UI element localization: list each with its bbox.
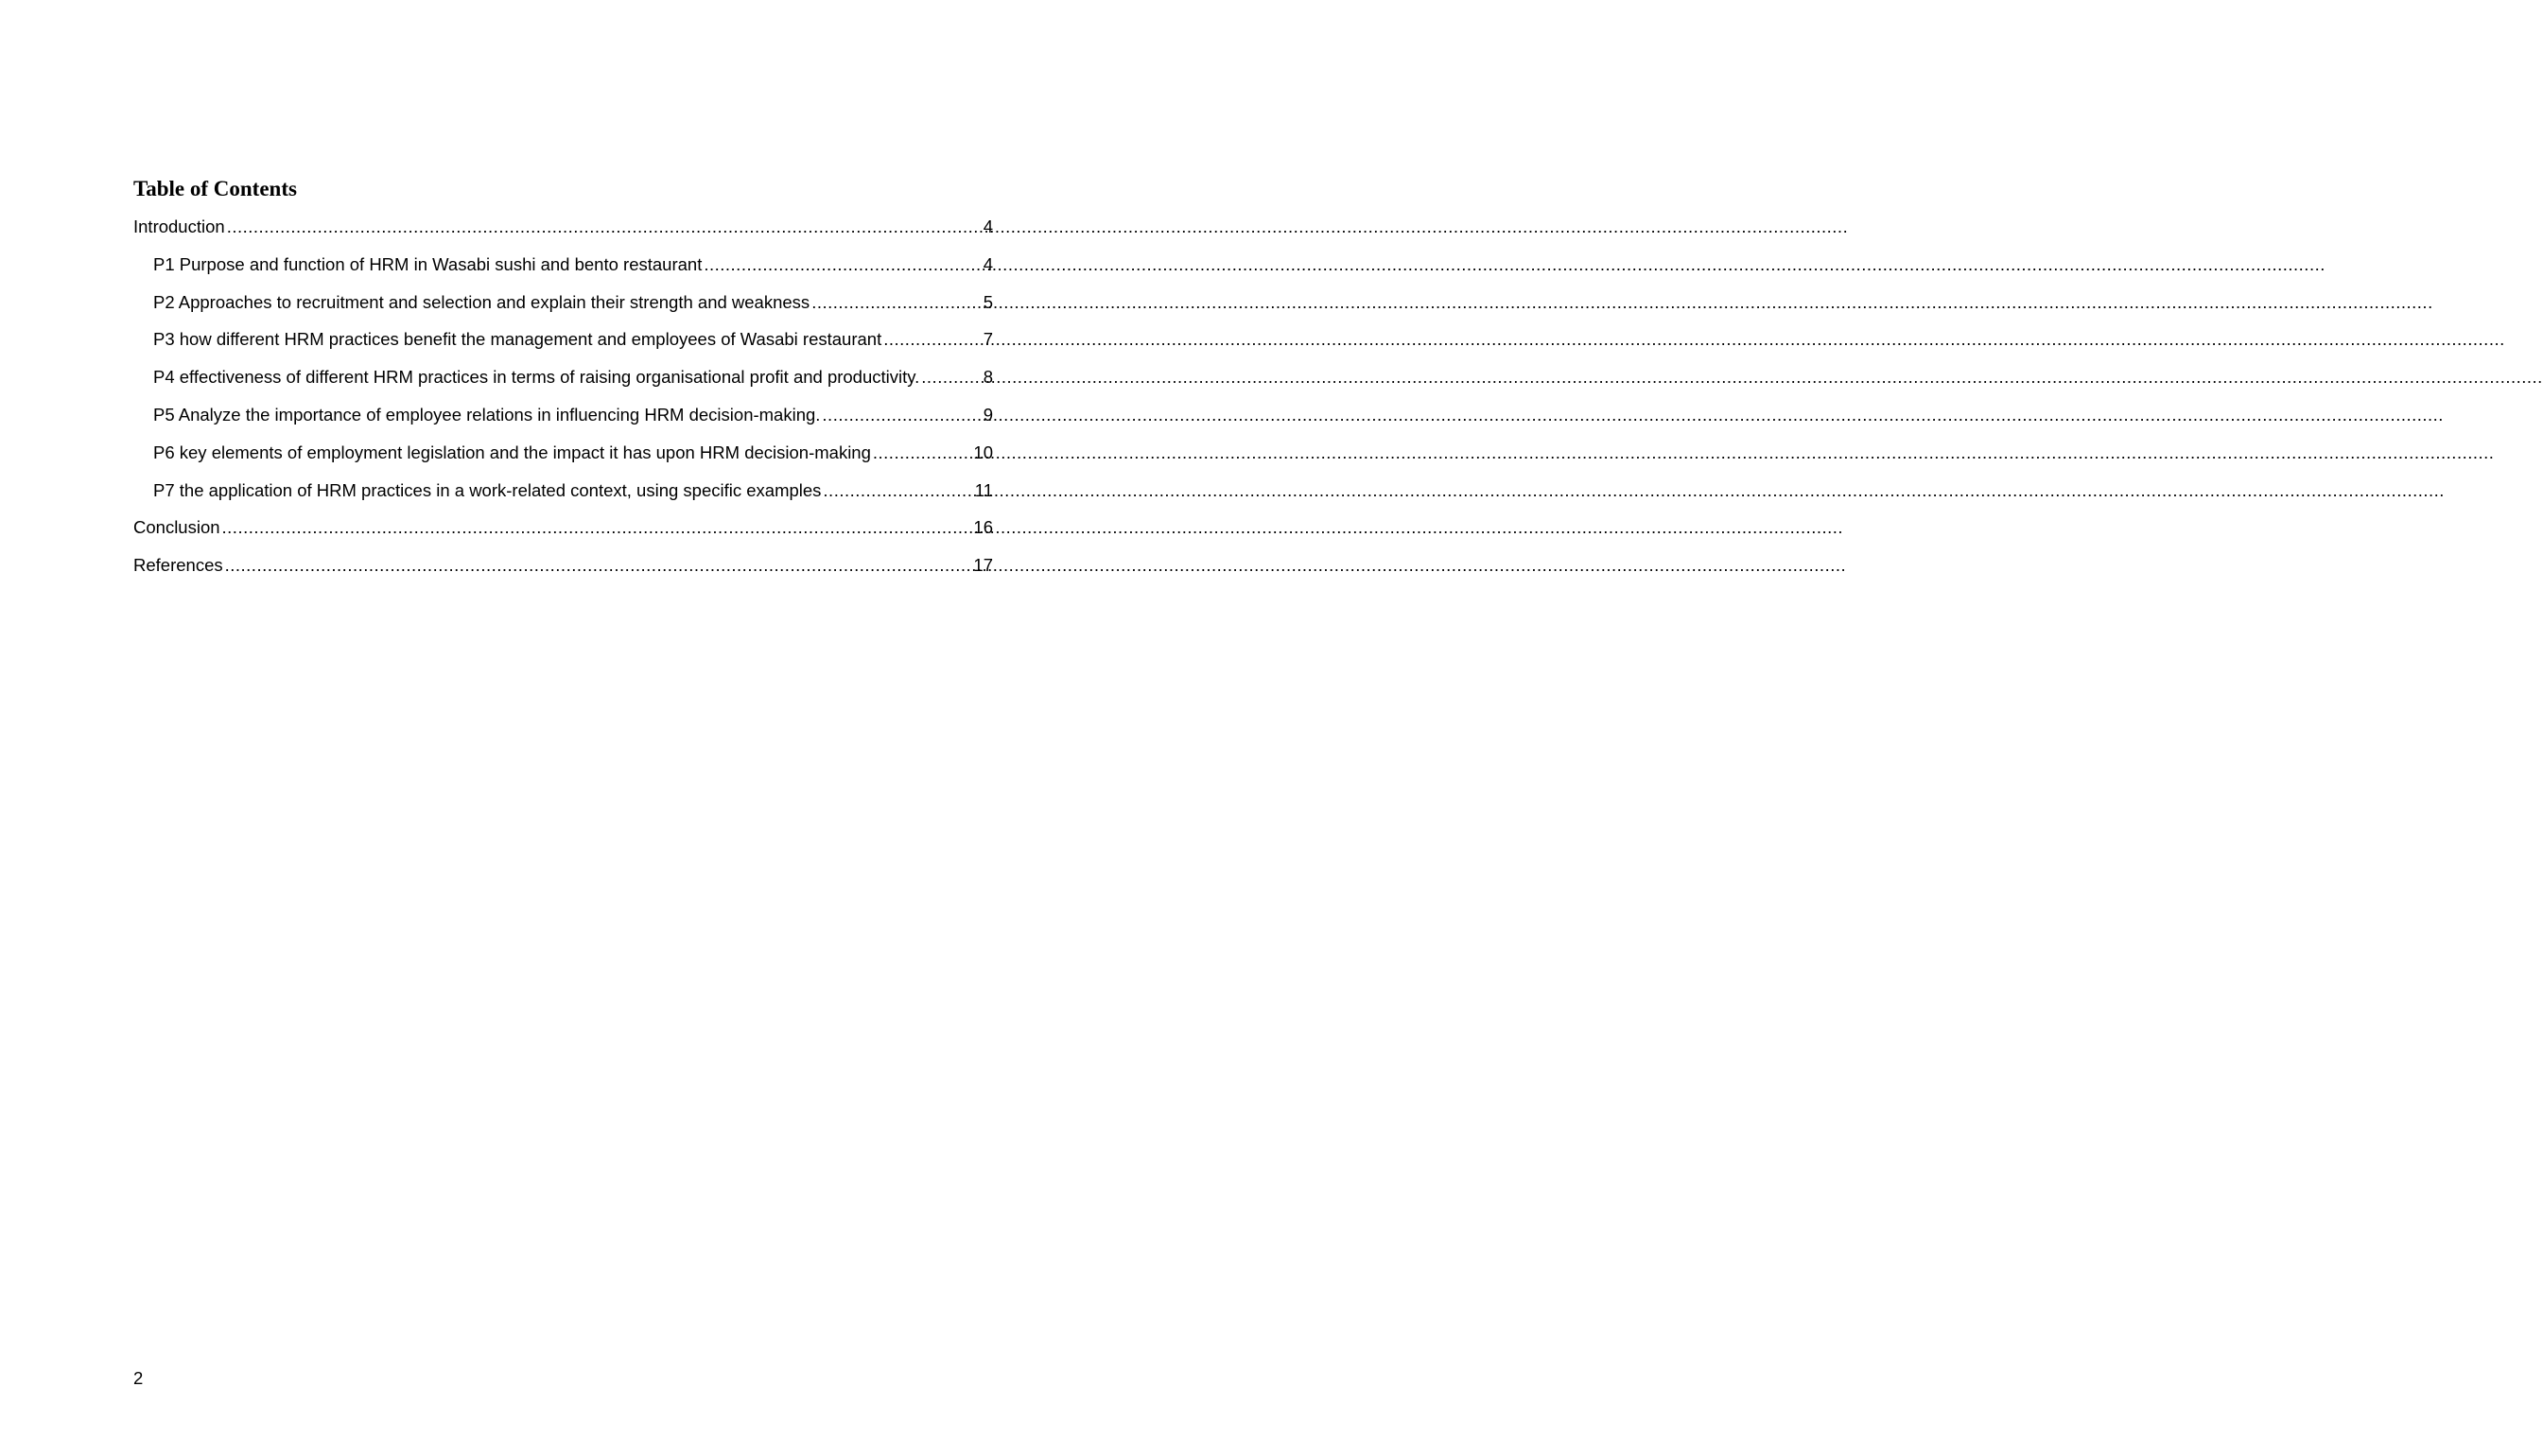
toc-entry-p3[interactable] [133, 326, 993, 364]
toc-entry-text: P2 Approaches to recruitment and selection and explain their strength and weakness [153, 291, 810, 312]
toc-dot-leader [810, 289, 984, 316]
toc-dot-leader [919, 364, 983, 390]
toc-dot-leader [220, 514, 974, 541]
toc-dot-leader [881, 326, 983, 353]
toc-entry-p7[interactable] [133, 477, 993, 515]
toc-entry-page: 9 [983, 404, 993, 425]
toc-entry-page: 10 [973, 442, 993, 462]
toc-entry-page: 4 [983, 217, 993, 236]
toc-entry-p1[interactable] [133, 251, 993, 289]
toc-entry-text: References [133, 555, 223, 576]
toc-entry-conclusion[interactable] [133, 514, 993, 552]
toc-entry-page: 5 [983, 291, 993, 312]
toc-entry-references[interactable] [133, 552, 993, 590]
toc-entry-p6[interactable] [133, 440, 993, 477]
toc-entry-text: P6 key elements of employment legislation and the impact it has upon HRM decision-making [153, 442, 871, 462]
toc-dot-leader [871, 440, 974, 466]
toc-title: Table of Contents [133, 177, 297, 200]
toc-entry-p5[interactable] [133, 402, 993, 440]
toc-entry-text: P7 the application of HRM practices in a work-related context, using specific examples [153, 479, 822, 500]
toc-entry-page: 7 [983, 329, 993, 350]
toc-entry-text: P4 effectiveness of different HRM practices in terms of raising organisational profit and productivity. [153, 367, 920, 388]
toc-list [133, 214, 993, 590]
toc-dot-leader [225, 214, 984, 240]
toc-dot-leader [821, 477, 974, 504]
toc-entry-text: P1 Purpose and function of HRM in Wasabi sushi and bento restaurant [153, 253, 703, 274]
toc-entry-introduction[interactable] [133, 214, 993, 251]
toc-entry-text: P3 how different HRM practices benefit the management and employees of Wasabi restaurant [153, 329, 882, 350]
document-page [0, 0, 1125, 1456]
toc-dot-leader [820, 402, 983, 428]
toc-entry-page: 11 [974, 479, 993, 500]
toc-entry-text: Introduction [133, 217, 225, 236]
toc-dot-leader [702, 251, 983, 278]
toc-entry-text: Conclusion [133, 517, 220, 538]
toc-dot-leader [223, 552, 974, 579]
toc-entry-page: 17 [973, 555, 993, 576]
toc-entry-text: P5 Analyze the importance of employee relations in influencing HRM decision-making. [153, 404, 821, 425]
page-number: 2 [133, 1368, 144, 1388]
toc-entry-page: 8 [983, 367, 993, 388]
toc-entry-page: 4 [983, 253, 993, 274]
toc-entry-page: 16 [973, 517, 993, 538]
toc-entry-p2[interactable] [133, 289, 993, 327]
toc-entry-p4[interactable] [133, 364, 993, 402]
